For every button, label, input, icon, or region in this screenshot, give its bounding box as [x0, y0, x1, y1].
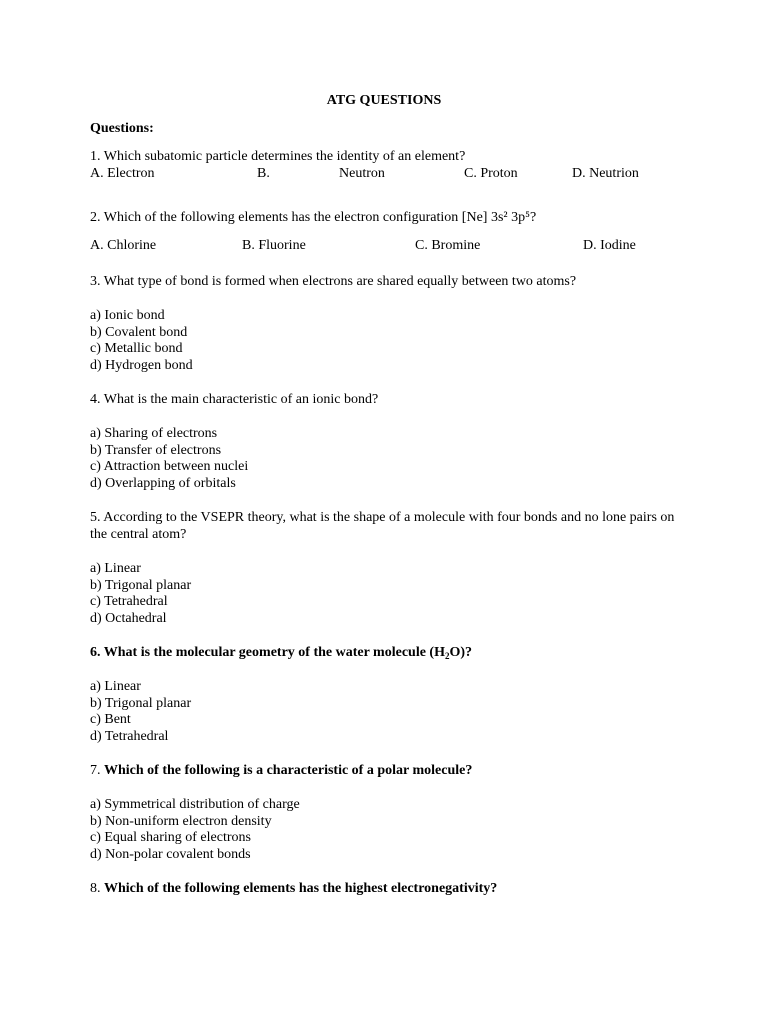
question-4-options: [90, 426, 690, 492]
question-7-text: [90, 763, 690, 780]
question-1: [90, 149, 690, 183]
q1-option-d: D. Neutrion: [572, 165, 639, 181]
question-1-text: 1. Which subatomic particle determines the identity of an element?: [90, 149, 466, 164]
page-title: ATG QUESTIONS: [326, 93, 442, 108]
q3-option-c: c) Metallic bond: [90, 341, 183, 357]
question-3-text: 3. What type of bond is formed when electrons are shared equally between two atoms?: [90, 274, 577, 289]
question-6-options: [90, 679, 690, 745]
q6-text-before: 6. What is the molecular geometry of the water molecule (H: [90, 645, 445, 660]
q1-option-c: C. Proton: [464, 165, 518, 181]
q3-option-a: a) Ionic bond: [90, 308, 165, 323]
question-6-text: [90, 645, 690, 662]
question-2-options: [90, 238, 690, 255]
q5-option-c: c) Tetrahedral: [90, 594, 168, 610]
q6-option-d: d) Tetrahedral: [90, 728, 169, 744]
q4-option-a: a) Sharing of electrons: [90, 426, 218, 441]
question-5-text: 5. According to the VSEPR theory, what is the shape of a molecule with four bonds and no lone pairs on the central atom?: [90, 510, 675, 542]
q4-option-b: b) Transfer of electrons: [90, 442, 222, 458]
q7-option-d: d) Non-polar covalent bonds: [90, 846, 251, 862]
q7-option-a: a) Symmetrical distribution of charge: [90, 797, 300, 812]
question-7-options: [90, 797, 690, 863]
q8-question: Which of the following elements has the highest electronegativity?: [104, 881, 498, 896]
q4-option-c: c) Attraction between nuclei: [90, 459, 249, 475]
q2-option-b: B. Fluorine: [242, 238, 306, 253]
question-3-options: [90, 308, 690, 374]
q3-option-d: d) Hydrogen bond: [90, 357, 193, 373]
questions-heading: Questions:: [90, 121, 154, 136]
q2-option-c: C. Bromine: [415, 238, 481, 253]
q2-option-a: A. Chlorine: [90, 238, 157, 253]
q2-option-d: D. Iodine: [583, 238, 636, 253]
question-2-text: 2. Which of the following elements has the electron configuration [Ne] 3s² 3p⁵?: [90, 210, 537, 225]
question-8-text: [90, 881, 690, 898]
q6-option-a: a) Linear: [90, 679, 141, 694]
q1-option-a: A. Electron: [90, 165, 155, 181]
question-5-options: [90, 561, 690, 627]
q5-option-d: d) Octahedral: [90, 610, 167, 626]
q1-option-b-text: Neutron: [339, 165, 385, 181]
q6-option-c: c) Bent: [90, 712, 131, 728]
q1-option-b: B.: [257, 165, 270, 181]
q5-option-a: a) Linear: [90, 561, 141, 576]
q7-option-c: c) Equal sharing of electrons: [90, 830, 251, 846]
question-1-options: [90, 166, 690, 183]
q6-text-after: O)?: [449, 645, 473, 660]
q4-option-d: d) Overlapping of orbitals: [90, 475, 236, 491]
question-2: [90, 210, 690, 227]
q8-number: 8.: [90, 881, 101, 896]
q5-option-b: b) Trigonal planar: [90, 577, 192, 593]
q6-option-b: b) Trigonal planar: [90, 695, 192, 711]
q7-option-b: b) Non-uniform electron density: [90, 813, 272, 829]
q7-question: Which of the following is a characteristic of a polar molecule?: [104, 763, 473, 778]
q7-number: 7.: [90, 763, 101, 778]
q3-option-b: b) Covalent bond: [90, 324, 188, 340]
question-4-text: 4. What is the main characteristic of an ionic bond?: [90, 392, 379, 407]
q6-subscript: 2: [444, 651, 450, 661]
